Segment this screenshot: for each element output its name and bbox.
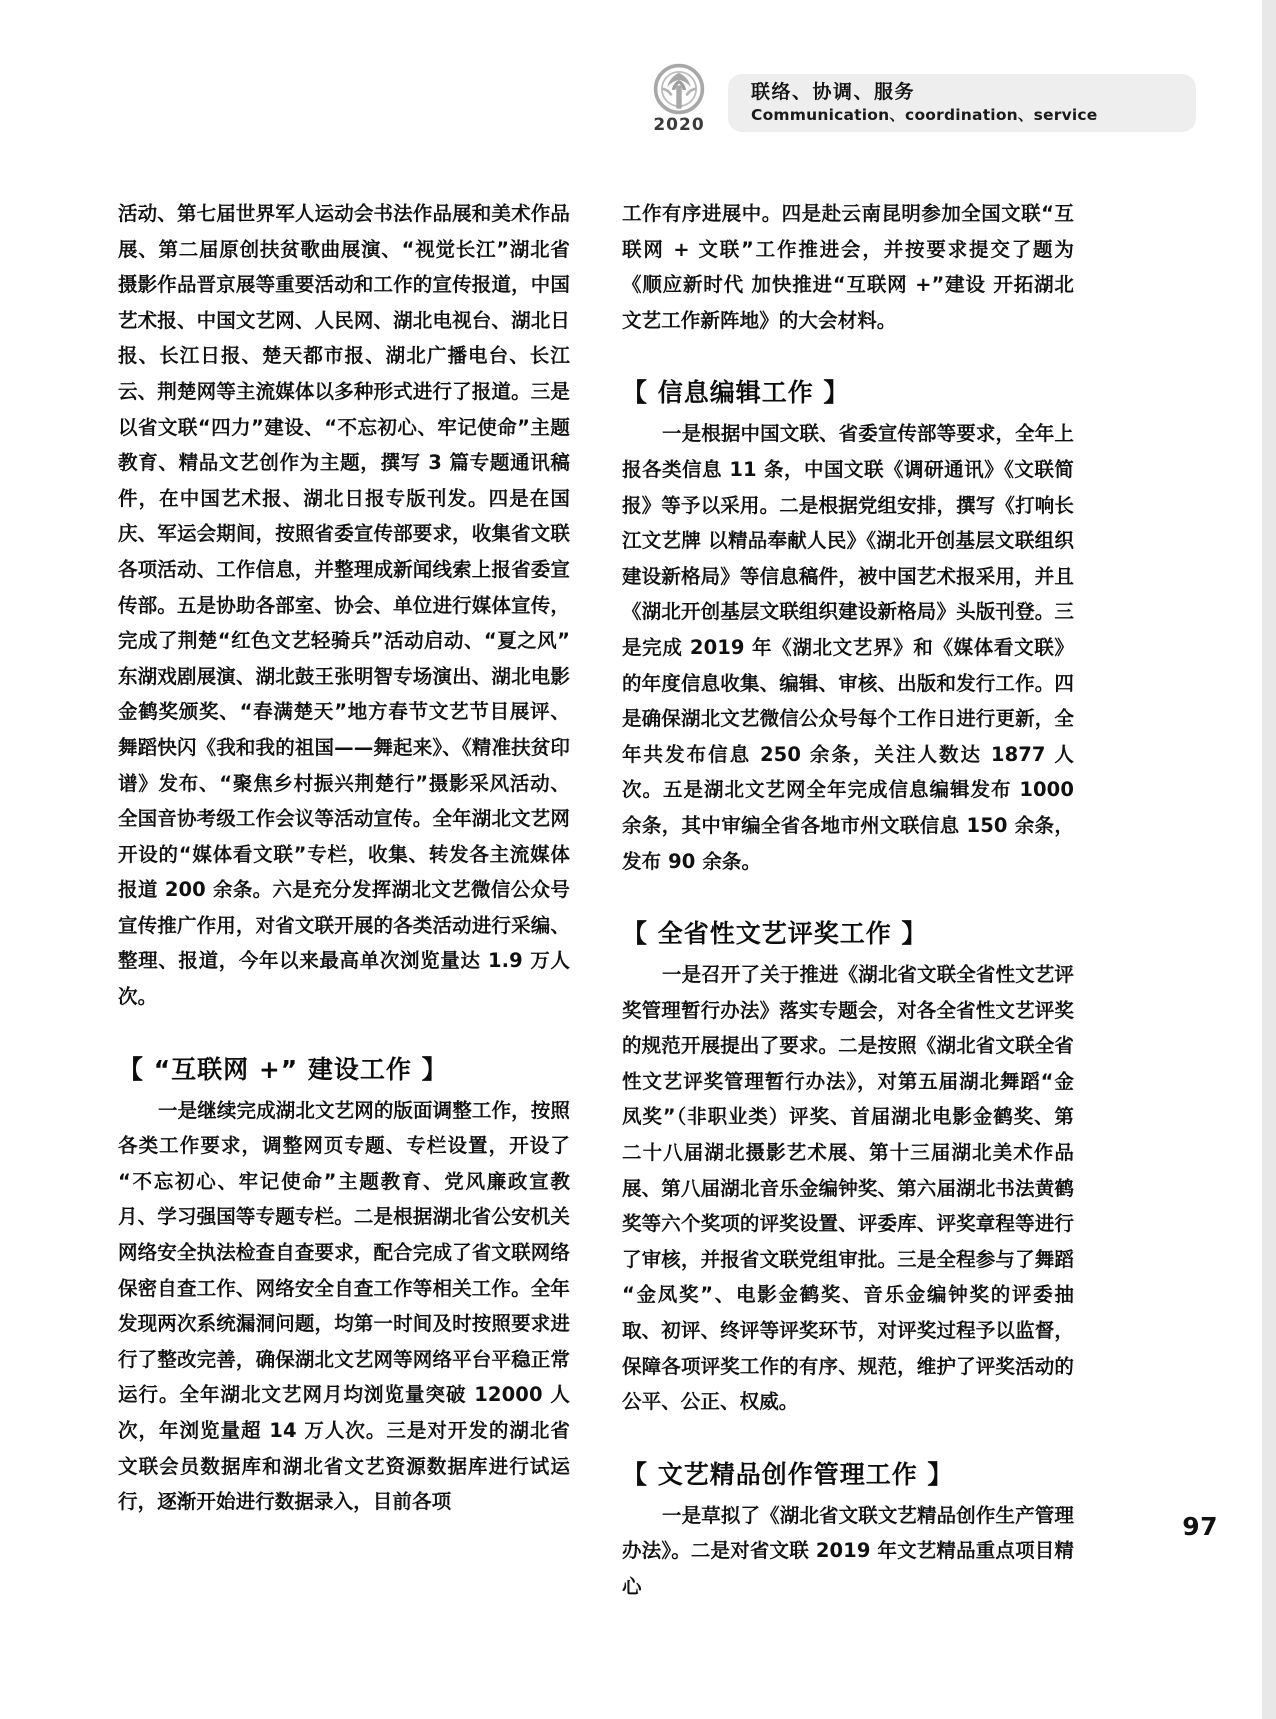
right-section-heading-info-editing: 【 信息编辑工作 】 [622,378,850,408]
spacer [622,338,1074,374]
left-section-heading-internet-plus: 【 “互联网 +” 建设工作 】 [118,1054,448,1084]
wenlian-emblem-icon [652,62,706,116]
header-year: 2020 [653,115,705,135]
spacer [622,1420,1074,1456]
header-title-en: Communication、coordination、service [751,106,1098,124]
spacer [118,1015,570,1051]
right-paragraph-2: 一是根据中国文联、省委宣传部等要求，全年上报各类信息 11 条，中国文联《调研通讯》《文联简报》等予以采用。二是根据党组安排，撰写《打响长江文艺牌 以精品奉献人民》《湖北开创基层文联组织建设新格局》等信息稿件，被中国艺术报采用，并且《湖北开创基层文联组织建设新格局》头版刊登。三是完成 2019 年《湖北文艺界》和《媒体看文联》的年度信息收集、编辑、审核、出版和发行工作。四是确保湖北文艺微信公众号每个工作日进行更新，全年共发布信息 250 余条，关注人数达 1877 人次。五是湖北文艺网全年完成信息编辑发布 1000 余条，其中审编全省各地市州文联信息 150 余条，发布 90 余条。 [622,422,1074,873]
spacer [622,879,1074,915]
left-paragraph-1: 活动、第七届世界军人运动会书法作品展和美术作品展、第二届原创扶贫歌曲展演、“视觉长江”湖北省摄影作品晋京展等重要活动和工作的宣传报道，中国艺术报、中国文艺网、人民网、湖北电视台、湖北日报、长江日报、楚天都市报、湖北广播电台、长江云、荆楚网等主流媒体以多种形式进行了报道。三是以省文联“四力”建设、“不忘初心、牢记使命”主题教育、精品文艺创作为主题，撰写 3 篇专题通讯稿件，在中国艺术报、湖北日报专版刊发。四是在国庆、军运会期间，按照省委宣传部要求，收集省文联各项活动、工作信息，并整理成新闻线索上报省委宣传部。五是协助各部室、协会、单位进行媒体宣传，完成了荆楚“红色文艺轻骑兵”活动启动、“夏之风”东湖戏剧展演、湖北鼓王张明智专场演出、湖北电影金鹤奖颁奖、“春满楚天”地方春节文艺节目展评、舞蹈快闪《我和我的祖国——舞起来》、《精准扶贫印谱》发布、“聚焦乡村振兴荆楚行”摄影采风活动、全国音协考级工作会议等活动宣传。全年湖北文艺网开设的“媒体看文联”专栏，收集、转发各主流媒体报道 200 余条。六是充分发挥湖北文艺微信公众号宣传推广作用，对省文联开展的各类活动进行采编、整理、报道，今年以来最高单次浏览量达 1.9 万人次。 [118,202,570,1009]
page-edge-strip [1262,0,1276,1719]
running-header [636,62,1196,138]
left-column [118,196,570,1520]
page-number: 97 [1182,1512,1218,1541]
right-paragraph-4: 一是草拟了《湖北省文联文艺精品创作生产管理办法》。二是对省文联 2019 年文艺精品重点项目精心 [622,1503,1074,1598]
right-paragraph-1: 工作有序进展中。四是赴云南昆明参加全国文联“互联网 + 文联”工作推进会，并按要求提交了题为《顺应新时代 加快推进“互联网 +”建设 开拓湖北文艺工作新阵地》的大会材料。 [622,202,1074,332]
right-column [622,196,1074,1605]
header-title-cn: 联络、协调、服务 [751,81,916,103]
right-section-heading-provincial-awards: 【 全省性文艺评奖工作 】 [622,919,928,949]
header-badge [636,62,722,138]
right-section-heading-art-works-management: 【 文艺精品创作管理工作 】 [622,1459,954,1489]
right-paragraph-3: 一是召开了关于推进《湖北省文联全省性文艺评奖管理暂行办法》落实专题会，对各全省性文艺评奖的规范开展提出了要求。二是按照《湖北省文联全省性文艺评奖管理暂行办法》，对第五届湖北舞蹈“金凤奖”（非职业类）评奖、首届湖北电影金鹤奖、第二十八届湖北摄影艺术展、第十三届湖北美术作品展、第八届湖北音乐金编钟奖、第六届湖北书法黄鹤奖等六个奖项的评奖设置、评委库、评奖章程等进行了审核，并报省文联党组审批。三是全程参与了舞蹈“金凤奖”、电影金鹤奖、音乐金编钟奖的评委抽取、初评、终评等评奖环节，对评奖过程予以监督，保障各项评奖工作的有序、规范，维护了评奖活动的公平、公正、权威。 [622,963,1074,1414]
left-paragraph-2: 一是继续完成湖北文艺网的版面调整工作，按照各类工作要求，调整网页专题、专栏设置，开设了“不忘初心、牢记使命”主题教育、党风廉政宣教月、学习强国等专题专栏。二是根据湖北省公安机关网络安全执法检查自查要求，配合完成了省文联网络保密自查工作、网络安全自查工作等相关工作。全年发现两次系统漏洞问题，均第一时间及时按照要求进行了整改完善，确保湖北文艺网等网络平台平稳正常运行。全年湖北文艺网月均浏览量突破 12000 人次，年浏览量超 14 万人次。三是对开发的湖北省文联会员数据库和湖北省文艺资源数据库进行试运行，逐渐开始进行数据录入，目前各项 [118,1098,570,1514]
header-titles [751,80,1098,126]
two-column-body [118,196,1074,1598]
